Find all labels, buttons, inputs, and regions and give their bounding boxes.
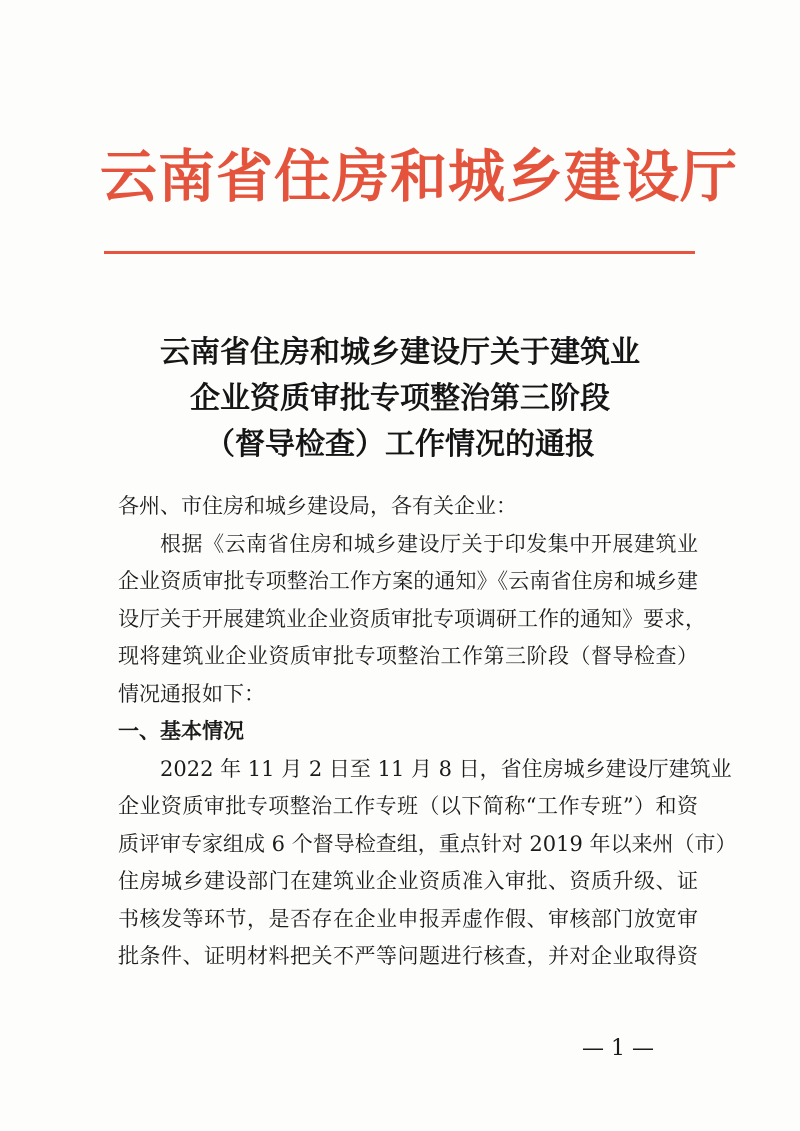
document-title bbox=[80, 330, 720, 468]
page-number: — 1 — bbox=[582, 1036, 654, 1061]
paragraph-line: 企业资质审批专项整治工作方案的通知》《云南省住房和城乡建 bbox=[118, 569, 698, 593]
paragraph-line: 设厅关于开展建筑业企业资质审批专项调研工作的通知》要求， bbox=[118, 606, 706, 631]
issuing-agency-masthead: 云南省住房和城乡建设厅 bbox=[100, 143, 738, 210]
title-line: （督导检查）工作情况的通报 bbox=[205, 427, 595, 462]
paragraph-1 bbox=[118, 526, 706, 714]
paragraph-line: 企业资质审批专项整治工作专班（以下简称“工作专班”）和资 bbox=[118, 794, 698, 818]
red-separator-line bbox=[104, 251, 695, 254]
paragraph-line: 质评审专家组成 6 个督导检查组，重点针对 2019 年以来州（市） bbox=[118, 831, 737, 856]
section-heading: 一、基本情况 bbox=[118, 719, 244, 743]
paragraph-line: 2022 年 11 月 2 日至 11 月 8 日，省住房城乡建设厅建筑业 bbox=[160, 756, 732, 781]
paragraph-line: 批条件、证明材料把关不严等问题进行核查，并对企业取得资 bbox=[118, 944, 698, 968]
document-body bbox=[118, 488, 737, 976]
paragraph-line: 书核发等环节，是否存在企业申报弄虚作假、审核部门放宽审 bbox=[118, 906, 698, 931]
title-line: 企业资质审批专项整治第三阶段 bbox=[190, 381, 610, 416]
paragraph-line: 情况通报如下： bbox=[118, 681, 265, 706]
paragraph-line: 根据《云南省住房和城乡建设厅关于印发集中开展建筑业 bbox=[160, 531, 698, 556]
salutation: 各州、市住房和城乡建设局，各有关企业： bbox=[118, 494, 517, 518]
title-line: 云南省住房和城乡建设厅关于建筑业 bbox=[160, 335, 640, 370]
paragraph-2 bbox=[118, 751, 737, 976]
paragraph-line: 现将建筑业企业资质审批专项整治工作第三阶段（督导检查） bbox=[118, 644, 698, 668]
paragraph-line: 住房城乡建设部门在建筑业企业资质准入审批、资质升级、证 bbox=[118, 869, 698, 893]
